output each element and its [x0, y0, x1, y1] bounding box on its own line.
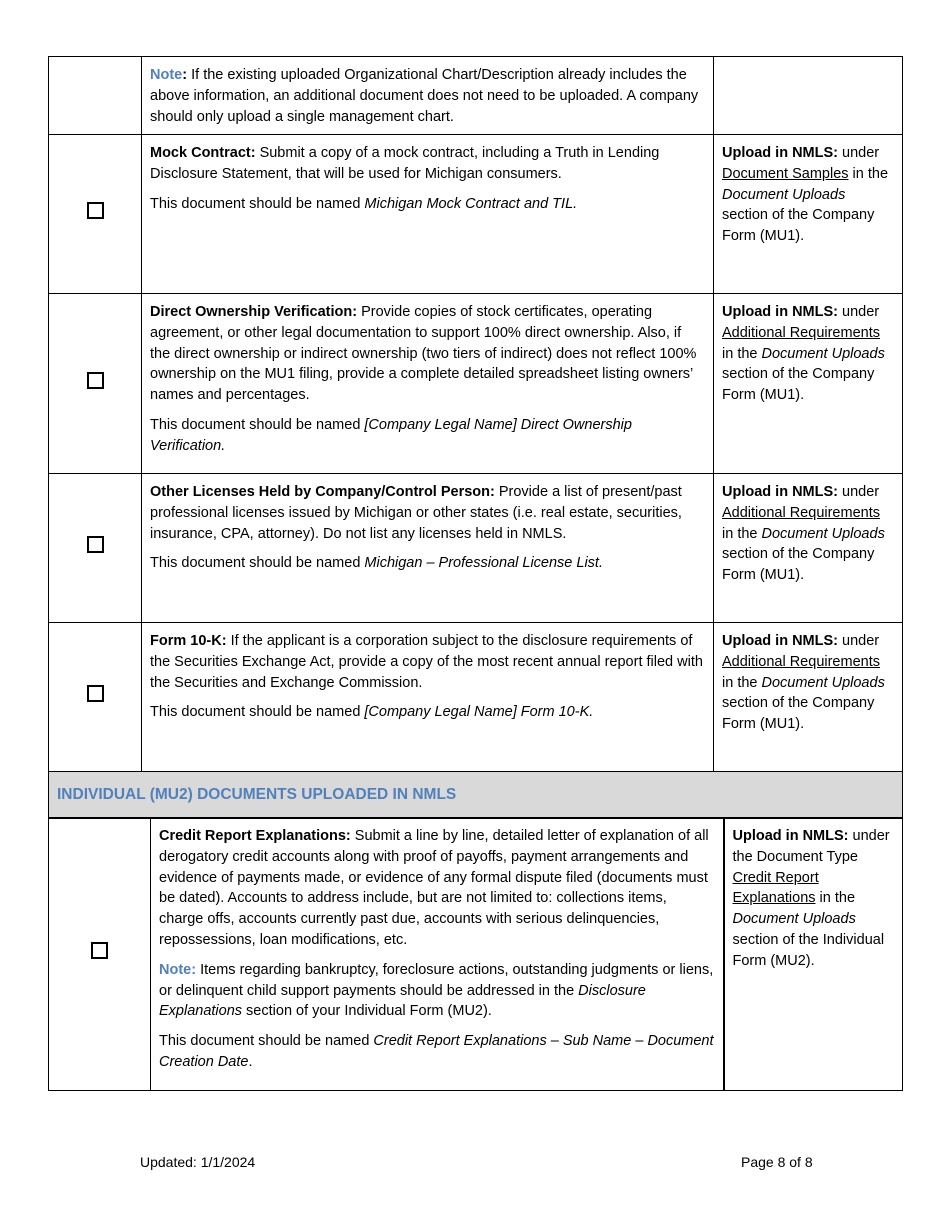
upload-text: section of the Company Form (MU1). [722, 546, 875, 584]
description-cell [142, 294, 714, 474]
upload-section-name: Document Uploads [761, 674, 885, 691]
note-italic: Disclosure Explanations [159, 982, 646, 1020]
upload-label: Upload in NMLS: [722, 304, 838, 320]
note-text: If the existing uploaded Organizational Chart/Description already includes the above information, an additional document does not need to be uploaded. A company should only upload a single management chart. [150, 67, 699, 125]
upload-text: under the Document Type [732, 828, 890, 865]
naming-prefix: This document should be named [150, 555, 365, 572]
item-description: If the applicant is a corporation subject to the disclosure requirements of the Securities Exchange Act, provide a copy of the most recent annual report filed with the Securities and Exchange Commission. [150, 633, 703, 691]
naming-prefix: This document should be named [150, 195, 365, 212]
checkbox-cell [49, 474, 142, 623]
table-row [49, 135, 903, 294]
upload-text: in the [722, 345, 762, 362]
note-label: Note [150, 67, 183, 83]
company-documents-table [48, 56, 903, 819]
description-cell [142, 474, 714, 623]
upload-label: Upload in NMLS: [722, 633, 838, 649]
naming-prefix: This document should be named [150, 704, 365, 721]
item-title: Mock Contract: [150, 145, 256, 161]
description-cell [151, 818, 724, 1091]
item-title: Other Licenses Held by Company/Control Person: [150, 484, 495, 500]
upload-text: section of the Company Form (MU1). [722, 695, 875, 733]
upload-label: Upload in NMLS: [722, 484, 838, 500]
upload-text: under [838, 633, 880, 649]
upload-label: Upload in NMLS: [732, 828, 849, 844]
document-type-link: Document Samples [722, 165, 849, 182]
item-description: Submit a line by line, detailed letter of explanation of all derogatory credit accounts along with proof of payoffs, payment arrangements and evidence of payments made, or evidence of any formal dispute filed (documents must be dated). Accounts to address include, but are not limited to: collections items, charge offs, accounts currently past due, accounts with serious delinquencies, repossessions, loan modifications, etc. [159, 828, 709, 948]
table-row [49, 57, 903, 135]
description-cell [142, 623, 714, 772]
item-description: Provide copies of stock certificates, operating agreement, or other legal documentation to support 100% direct ownership. Also, if the direct ownership or indirect ownership (two tiers of indirect) does not reflect 100% ownership on the MU1 filing, provide a complete detailed spreadsheet listing owners’ names and percentages. [150, 304, 697, 404]
note-colon: : [182, 67, 188, 83]
section-heading: INDIVIDUAL (MU2) DOCUMENTS UPLOADED IN NMLS [49, 772, 903, 819]
document-type-link: Credit Report Explanations [732, 869, 819, 907]
upload-text: under [838, 304, 880, 320]
document-type-link: Additional Requirements [722, 504, 880, 521]
document-name: [Company Legal Name] Direct Ownership Verification. [150, 416, 632, 454]
form-10k-checkbox[interactable] [87, 685, 104, 702]
table-row [49, 623, 903, 772]
checkbox-cell-empty [49, 57, 142, 135]
upload-text: section of the Company Form (MU1). [722, 366, 875, 404]
document-type-link: Additional Requirements [722, 324, 880, 341]
item-title: Direct Ownership Verification: [150, 304, 358, 320]
item-title: Form 10-K: [150, 633, 227, 649]
checkbox-cell [49, 623, 142, 772]
upload-text: section of the Company Form (MU1). [722, 207, 875, 245]
upload-cell [714, 135, 903, 294]
document-name: Michigan – Professional License List. [364, 555, 603, 572]
upload-cell [714, 474, 903, 623]
document-name: [Company Legal Name] Form 10-K. [364, 704, 594, 721]
upload-cell [714, 294, 903, 474]
naming-prefix: This document should be named [159, 1033, 374, 1050]
document-name: Michigan Mock Contract and TIL. [364, 195, 578, 212]
upload-text: under [838, 484, 880, 500]
mock-contract-checkbox[interactable] [87, 202, 104, 219]
checkbox-cell [49, 135, 142, 294]
individual-documents-table [48, 817, 903, 1091]
upload-text: in the [815, 890, 856, 907]
section-header-row [49, 772, 903, 819]
naming-prefix: This document should be named [150, 416, 365, 433]
note-cell [142, 57, 714, 135]
table-row [49, 818, 903, 1091]
item-description: Submit a copy of a mock contract, including a Truth in Lending Disclosure Statement, that will be used for Michigan consumers. [150, 145, 660, 182]
footer-page-number: Page 8 of 8 [741, 1154, 813, 1170]
other-licenses-checkbox[interactable] [87, 536, 104, 553]
upload-text: under [838, 145, 880, 161]
upload-cell [714, 623, 903, 772]
table-row [49, 294, 903, 474]
item-title: Credit Report Explanations: [159, 828, 351, 844]
document-name: Credit Report Explanations – Sub Name – Document Creation Date [159, 1033, 714, 1070]
footer-updated-date: Updated: 1/1/2024 [140, 1154, 256, 1170]
checkbox-cell [49, 294, 142, 474]
upload-text: section of the Individual Form (MU2). [732, 931, 885, 969]
credit-report-checkbox[interactable] [91, 942, 108, 959]
direct-ownership-checkbox[interactable] [87, 372, 104, 389]
upload-label: Upload in NMLS: [722, 145, 838, 161]
upload-section-name: Document Uploads [761, 345, 885, 362]
note-text: section of your Individual Form (MU2). [242, 1003, 492, 1020]
upload-section-name: Document Uploads [732, 911, 856, 928]
upload-text: in the [722, 525, 762, 542]
upload-section-name: Document Uploads [761, 525, 885, 542]
note-label: Note: [159, 961, 197, 978]
upload-cell-empty [714, 57, 903, 135]
table-row [49, 474, 903, 623]
document-type-link: Additional Requirements [722, 653, 880, 670]
note-text: Items regarding bankruptcy, foreclosure actions, outstanding judgments or liens, or delinquent child support payments should be addressed in the [159, 961, 714, 999]
upload-text: in the [722, 674, 762, 691]
upload-text: in the [848, 165, 889, 182]
upload-section-name: Document Uploads [722, 186, 846, 203]
upload-cell [724, 818, 903, 1091]
naming-end: . [248, 1053, 253, 1070]
item-description: Provide a list of present/past professional licenses issued by Michigan or other states (i.e. real estate, securities, insurance, CPA, attorney). Do not list any licenses held in NMLS. [150, 484, 682, 542]
checkbox-cell [49, 818, 151, 1091]
description-cell [142, 135, 714, 294]
